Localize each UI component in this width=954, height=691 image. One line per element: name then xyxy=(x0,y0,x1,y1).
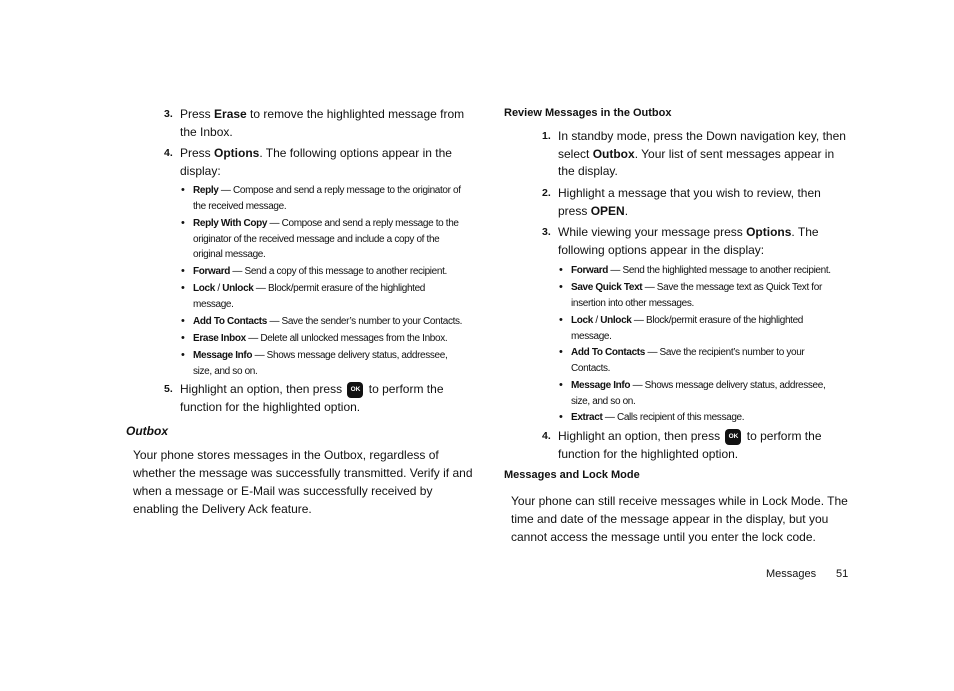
ok-key-icon: OK xyxy=(347,382,363,398)
footer-section: Messages xyxy=(766,568,817,580)
outbox-key: Outbox xyxy=(592,146,635,161)
erase-key: Erase xyxy=(214,107,247,121)
page-number: 51 xyxy=(836,568,849,580)
review-heading: Review Messages in the Outbox xyxy=(504,107,672,119)
lock-mode-heading: Messages and Lock Mode xyxy=(504,469,640,481)
open-key: OPEN xyxy=(590,203,625,218)
lock-mode-paragraph: Your phone can still receive messages while in Lock Mode. The time and date of the message appear in the display, but you cannot access the message until you enter the lock code. xyxy=(511,494,848,544)
options-key: Options xyxy=(746,225,792,239)
outbox-paragraph: Your phone stores messages in the Outbox, regardless of whether the message was successfully transmitted. Verify if and when a message or E-Mail was successfully received by enabling the Delivery Ack feature. xyxy=(133,448,473,516)
ok-key-icon: OK xyxy=(725,429,741,445)
options-key: Options xyxy=(214,146,260,160)
outbox-heading: Outbox xyxy=(126,424,168,438)
